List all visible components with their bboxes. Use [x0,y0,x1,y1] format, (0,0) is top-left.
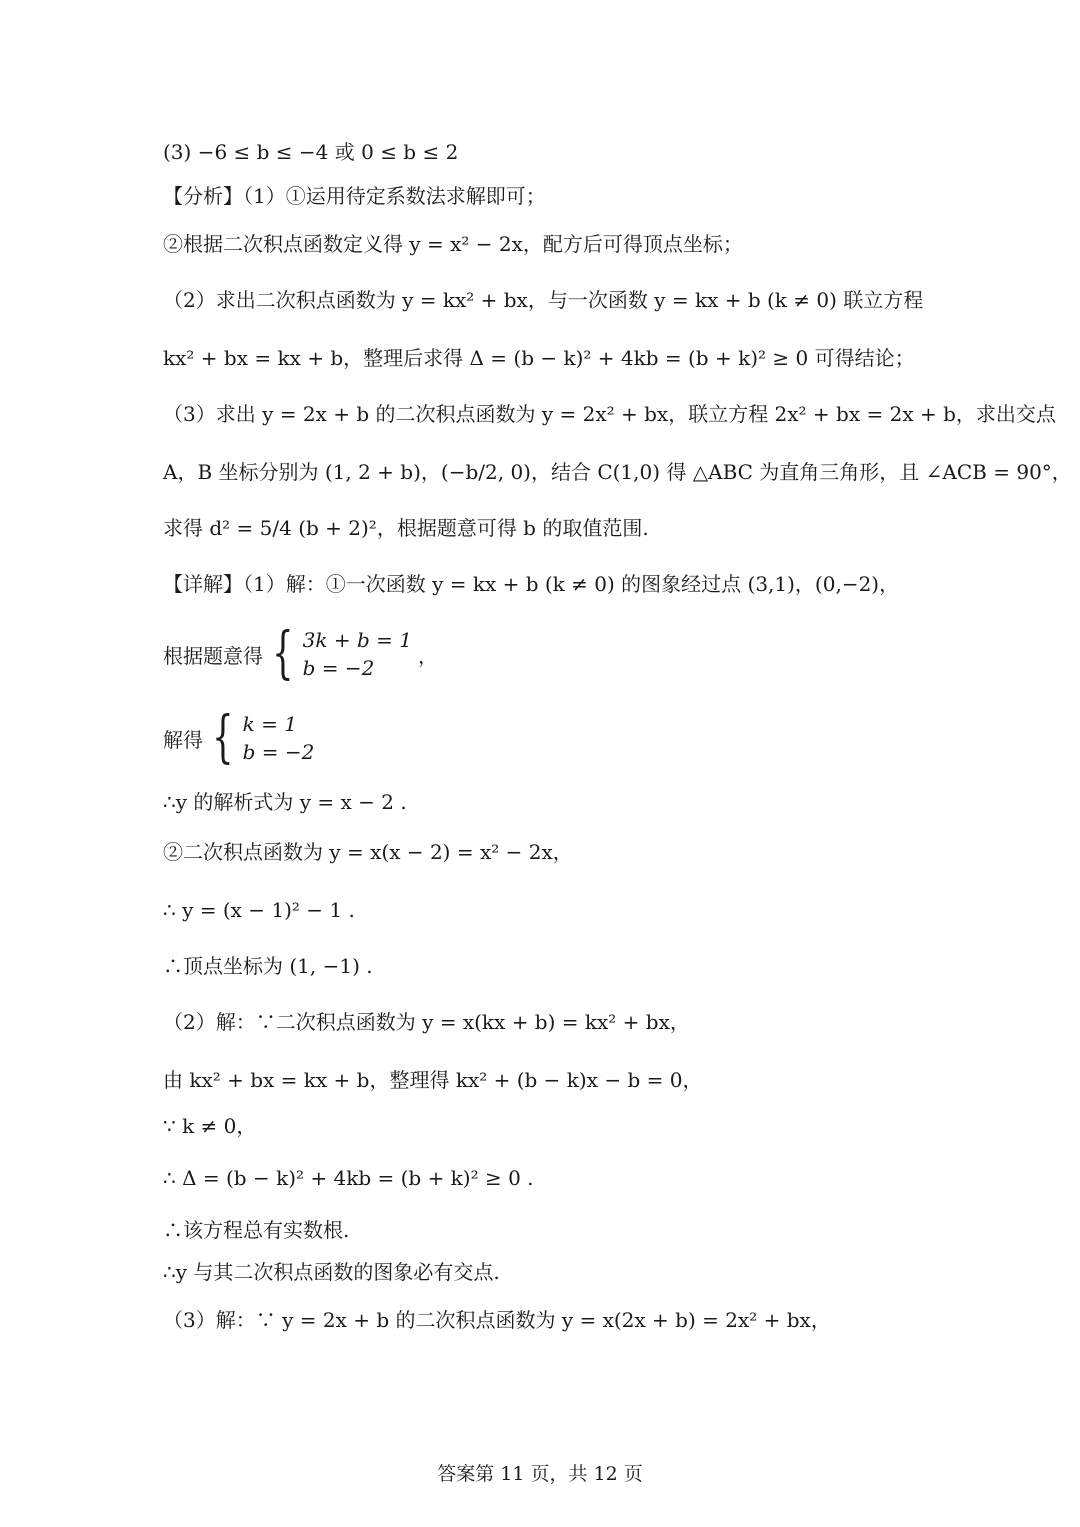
detail-line: （2）解：∵二次积点函数为 y = x(kx + b) = kx² + bx， [163,1010,690,1034]
detail-line: ∵ k ≠ 0， [163,1114,257,1138]
analysis-line: A，B 坐标分别为 (1, 2 + b)，(−b/2, 0)，结合 C(1,0) 得 △ABC 为直角三角形，且 ∠ACB = 90°， [163,460,1072,484]
detail-line: ∴该方程总有实数根. [163,1218,350,1242]
equation-system-2 [163,705,315,770]
detail-line: ∴ Δ = (b − k)² + 4kb = (b + k)² ≥ 0 . [163,1166,534,1190]
page-footer: 答案第 11 页，共 12 页 [437,1463,643,1485]
analysis-line: 【分析】（1）①运用待定系数法求解即可； [163,184,546,208]
detail-line: ∴y 与其二次积点函数的图象必有交点. [163,1260,500,1284]
system-prefix: 根据题意得 [163,643,263,668]
detail-line: ∴ y = (x − 1)² − 1 . [163,898,355,922]
system-suffix: ， [417,643,438,668]
detail-line: 由 kx² + bx = kx + b，整理得 kx² + (b − k)x − b = 0， [163,1068,703,1092]
detail-line: （3）解：∵ y = 2x + b 的二次积点函数为 y = x(2x + b) = 2x² + bx， [163,1308,831,1332]
analysis-line: （2）求出二次积点函数为 y = kx² + bx，与一次函数 y = kx + b (k ≠ 0) 联立方程 [163,288,924,312]
analysis-line: kx² + bx = kx + b，整理后求得 Δ = (b − k)² + 4kb = (b + k)² ≥ 0 可得结论； [163,346,915,370]
brace-icon: { [212,705,234,770]
equation: 3k + b = 1 [302,628,412,652]
equation-system-1 [163,621,438,686]
detail-line: 【详解】（1）解：①一次函数 y = kx + b (k ≠ 0) 的图象经过点 (3,1)，(0,−2)， [163,572,900,596]
analysis-line: （3）求出 y = 2x + b 的二次积点函数为 y = 2x² + bx，联立方程 2x² + bx = 2x + b，求出交点 [163,402,1056,426]
answer-line: (3) −6 ≤ b ≤ −4 或 0 ≤ b ≤ 2 [163,140,459,164]
system-prefix: 解得 [163,727,203,752]
analysis-line: ②根据二次积点函数定义得 y = x² − 2x，配方后可得顶点坐标； [163,232,743,256]
equation: k = 1 [242,712,297,736]
equation: b = −2 [302,656,375,680]
equation: b = −2 [242,740,315,764]
analysis-line: 求得 d² = 5/4 (b + 2)²，根据题意可得 b 的取值范围. [163,516,649,540]
brace-icon: { [272,621,294,686]
detail-line: ∴y 的解析式为 y = x − 2 . [163,790,407,814]
detail-line: ②二次积点函数为 y = x(x − 2) = x² − 2x， [163,840,573,864]
detail-line: ∴顶点坐标为 (1, −1) . [163,954,373,978]
